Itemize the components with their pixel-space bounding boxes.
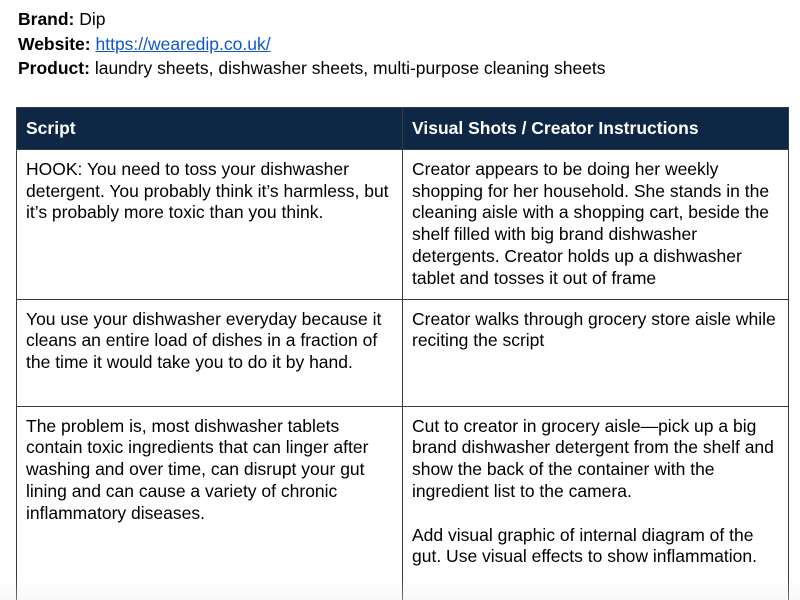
visual-paragraph: Creator appears to be doing her weekly shopping for her household. She stands in the cleaning aisle with a shopping cart, beside the shelf filled with big brand dishwasher detergents. Creator holds up a dishwasher tablet and tosses it out of frame [412, 158, 770, 288]
table-row [17, 406, 789, 600]
visual-paragraph: Creator walks through grocery store aisle while reciting the script [412, 308, 776, 351]
document-meta [18, 7, 606, 81]
brand-line [18, 7, 606, 32]
script-cell[interactable]: You use your dishwasher everyday because it cleans an entire load of dishes in a fraction of the time it would take you to do it by hand. [17, 299, 403, 406]
script-cell[interactable]: HOOK: You need to toss your dishwasher detergent. You probably think it’s harmless, but it’s probably more toxic than you think. [17, 149, 403, 299]
visual-paragraph: Cut to creator in grocery aisle—pick up a big brand dishwasher detergent from the shelf and show the back of the container with the ingredient list to the camera. [412, 415, 774, 501]
script-table [16, 107, 789, 600]
visual-cell[interactable] [403, 406, 789, 600]
product-label: Product: [18, 58, 90, 78]
product-value: laundry sheets, dishwasher sheets, multi-purpose cleaning sheets [94, 58, 606, 78]
header-script: Script [17, 108, 403, 150]
script-cell[interactable]: The problem is, most dishwasher tablets contain toxic ingredients that can linger after washing and over time, can disrupt your gut lining and can cause a variety of chronic inflammatory diseases. [17, 406, 403, 600]
visual-paragraph: Add visual graphic of internal diagram of the gut. Use visual effects to show inflammation. [412, 524, 757, 567]
website-label: Website: [18, 33, 91, 54]
table-row [17, 149, 789, 299]
brand-label: Brand: [18, 9, 75, 29]
header-visual: Visual Shots / Creator Instructions [403, 108, 789, 150]
product-line [18, 56, 606, 81]
table-row [17, 299, 789, 406]
table-header-row [17, 108, 789, 150]
website-link[interactable]: https://wearedip.co.uk/ [95, 33, 271, 54]
brand-value: Dip [79, 9, 106, 29]
visual-cell[interactable] [403, 149, 789, 299]
visual-cell[interactable] [403, 299, 789, 406]
website-line [18, 32, 606, 57]
